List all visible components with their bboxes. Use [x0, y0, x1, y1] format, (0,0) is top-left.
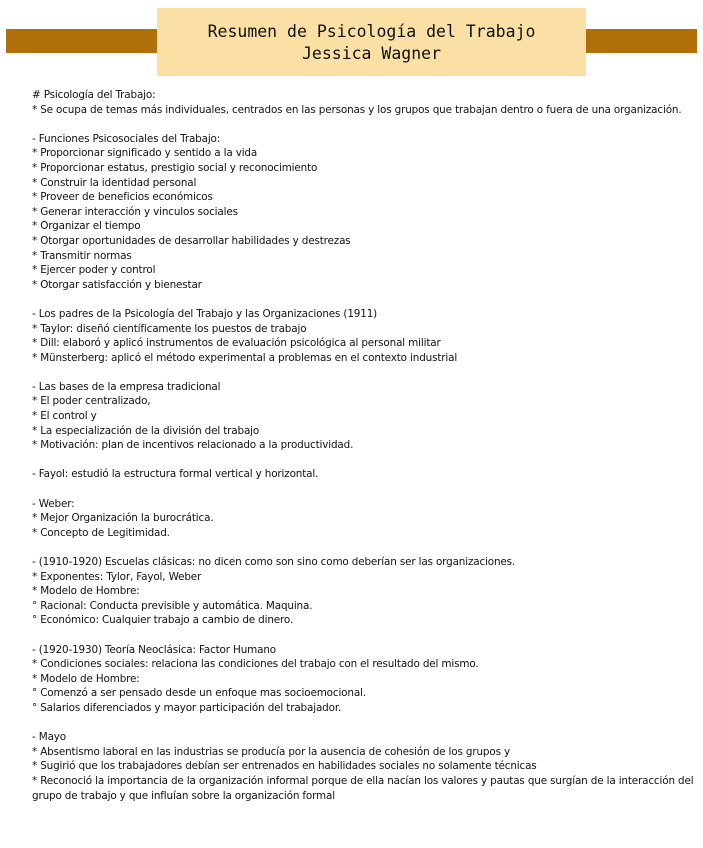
text-line: * Generar interacción y vinculos sociales	[32, 205, 238, 218]
text-line: - Weber:	[32, 497, 75, 510]
blank-line	[32, 628, 697, 643]
text-line: * Otorgar oportunidades de desarrollar habilidades y destrezas	[32, 234, 351, 247]
text-line: - (1920-1930) Teoría Neoclásica: Factor Humano	[32, 643, 276, 656]
blank-line	[32, 453, 697, 468]
text-line: ° Racional: Conducta previsible y automática. Maquina.	[32, 599, 313, 612]
text-line: - Mayo	[32, 731, 66, 744]
text-line: * Organizar el tiempo	[32, 220, 141, 233]
blank-line	[32, 117, 697, 132]
text-line: * Proporcionar significado y sentido a la vida	[32, 147, 258, 160]
text-line: * Modelo de Hombre:	[32, 585, 140, 598]
text-line: - Las bases de la empresa tradicional	[32, 380, 221, 393]
text-line: * Ejercer poder y control	[32, 264, 156, 277]
text-line: * Construir la identidad personal	[32, 176, 197, 189]
blank-line	[32, 365, 697, 380]
text-line: ° Salarios diferenciados y mayor participación del trabajador.	[32, 701, 342, 714]
text-line: * Absentismo laboral en las industrias se producía por la ausencia de cohesión de los grupos y	[32, 745, 510, 758]
blank-line	[32, 292, 697, 307]
text-line: - Los padres de la Psicología del Trabajo y las Organizaciones (1911)	[32, 307, 378, 320]
text-line: - Fayol: estudió la estructura formal vertical y horizontal.	[32, 468, 319, 481]
text-line: * Proveer de beneficios económicos	[32, 191, 213, 204]
text-line: * La especialización de la división del trabajo	[32, 424, 260, 437]
text-line: * Dill: elaboró y aplicó instrumentos de evaluación psicológica al personal militar	[32, 337, 441, 350]
text-line: * Münsterberg: aplicó el método experimental a problemas en el contexto industrial	[32, 351, 458, 364]
blank-line	[32, 482, 697, 497]
text-line: * Proporcionar estatus, prestigio social y reconocimiento	[32, 161, 318, 174]
text-line: - Funciones Psicosociales del Trabajo:	[32, 132, 221, 145]
text-line: * Mejor Organización la burocrática.	[32, 512, 214, 525]
text-line: * Taylor: diseñó científicamente los puestos de trabajo	[32, 322, 307, 335]
text-line: * El poder centralizado,	[32, 395, 151, 408]
document-author: Jessica Wagner	[301, 44, 442, 63]
text-line: * Modelo de Hombre:	[32, 672, 140, 685]
text-line: * Exponentes: Tylor, Fayol, Weber	[32, 570, 202, 583]
blank-line	[32, 716, 697, 731]
text-line: * El control y	[32, 410, 97, 423]
text-line: * Reconoció la importancia de la organización informal porque de ella nacían los valores y pautas que surgían de la interacción del grupo de trabajo y que influían sobre la organización formal	[32, 774, 694, 802]
text-line: * Transmitir normas	[32, 249, 132, 262]
text-line: * Otorgar satisfacción y bienestar	[32, 278, 202, 291]
title-box	[157, 8, 586, 76]
text-line: # Psicología del Trabajo:	[32, 89, 156, 101]
document-title: Resumen de Psicología del Trabajo	[207, 22, 536, 41]
text-line: * Motivación: plan de incentivos relacionado a la productividad.	[32, 439, 354, 452]
document-body	[32, 88, 697, 803]
text-line: * Concepto de Legitimidad.	[32, 526, 170, 539]
text-line: * Se ocupa de temas más individuales, centrados en las personas y los grupos que trabajan dentro o fuera de una organización.	[32, 103, 682, 116]
text-line: * Sugirió que los trabajadores debían ser entrenados en habilidades sociales no solamente técnicas	[32, 760, 537, 773]
text-line: ° Económico: Cualquier trabajo a cambio de dinero.	[32, 614, 294, 627]
text-line: - (1910-1920) Escuelas clásicas: no dicen como son sino como deberían ser las organizaciones.	[32, 556, 516, 568]
text-line: * Condiciones sociales: relaciona las condiciones del trabajo con el resultado del mismo.	[32, 658, 479, 671]
blank-line	[32, 540, 697, 555]
text-line: ° Comenzó a ser pensado desde un enfoque mas socioemocional.	[32, 687, 366, 700]
